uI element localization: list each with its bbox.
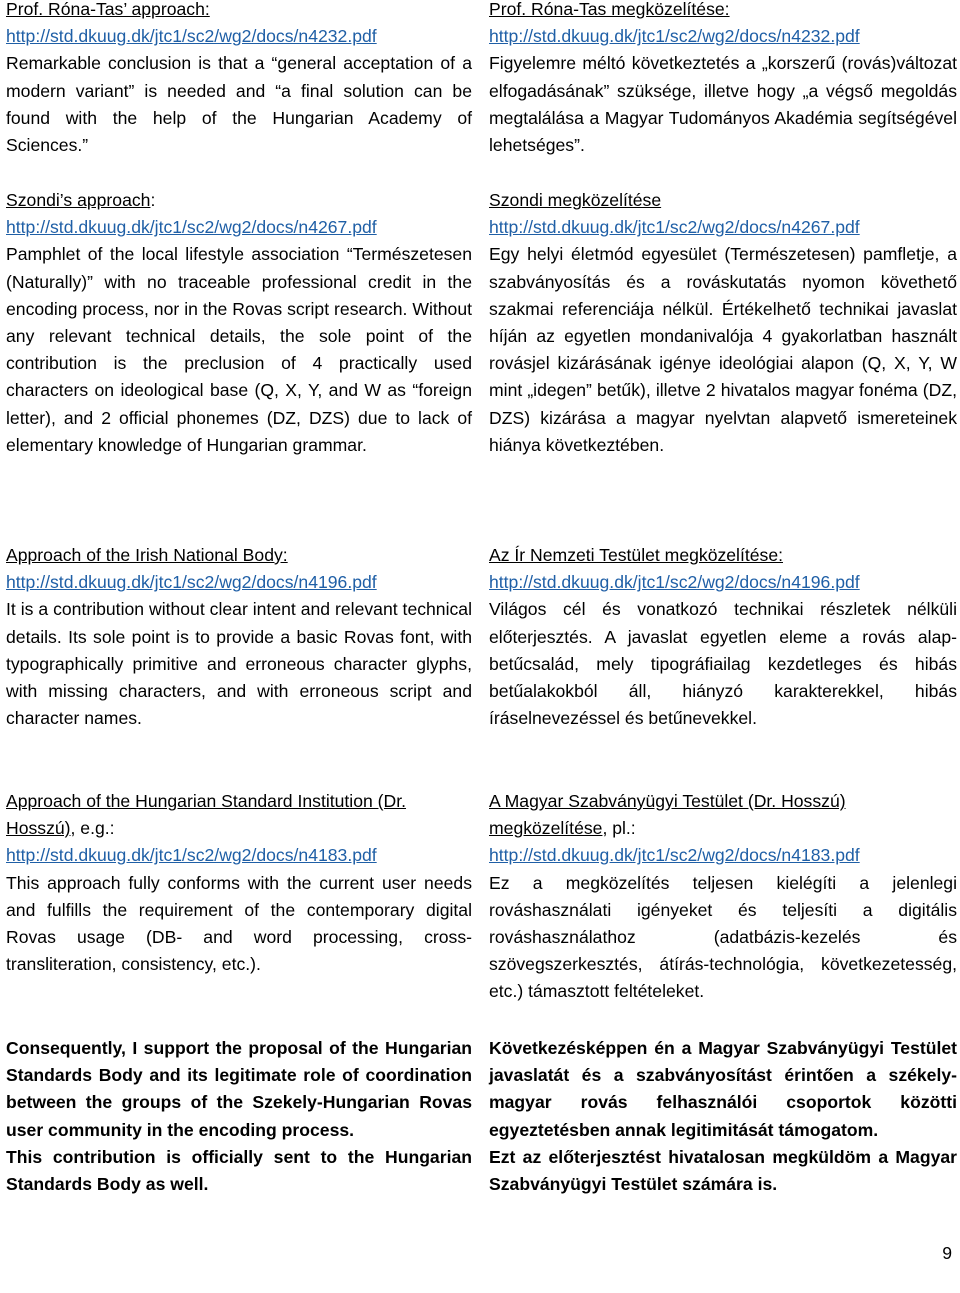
section-heading-suffix: , pl.:	[602, 818, 636, 839]
conclusion-paragraph: Ezt az előterjesztést hivatalosan megküldöm a Magyar Szabványügyi Testület számára is.	[489, 1146, 957, 1195]
section-heading: Az Ír Nemzeti Testület megközelítése:	[489, 545, 783, 565]
document-link[interactable]: http://std.dkuug.dk/jtc1/sc2/wg2/docs/n4232.pdf	[6, 26, 377, 47]
section-body: This approach fully conforms with the current user needs and fulfills the requirement of the contemporary digital Rovas usage (DB- and word processing, cross-transliteration, consistency, etc.).	[6, 872, 472, 975]
section-body: Világos cél és vonatkozó technikai részletek nélküli előterjesztés. A javaslat egyetlen eleme a rovás alap-betűcsalád, mely tipográfiailag kezdetleges és hibás betűalakokból áll, hiányzó karakterekkel, hibás íráselnevezéssel és betűnevekkel.	[489, 599, 957, 729]
section-body: It is a contribution without clear intent and relevant technical details. Its sole point is to provide a basic Rovas font, with typographically primitive and erroneous character glyphs, with missing characters, and with erroneous script and character names.	[6, 599, 472, 729]
section-body: Figyelemre méltó következtetés a „korszerű (rovás)változat elfogadásának” szüksége, illetve hogy „a végső megoldás megtalálása a Magyar Tudományos Akadémia segítségével lehetséges”.	[489, 53, 957, 156]
section-heading: Approach of the Hungarian Standard Institution (Dr. Hosszú)	[6, 791, 407, 839]
section-irish-en	[6, 542, 472, 732]
conclusion-paragraph: This contribution is officially sent to the Hungarian Standards Body as well.	[6, 1146, 472, 1195]
document-link[interactable]: http://std.dkuug.dk/jtc1/sc2/wg2/docs/n4196.pdf	[6, 572, 377, 593]
section-szondi-hu	[489, 187, 957, 459]
conclusion-hu	[489, 1035, 957, 1198]
section-heading: Prof. Róna-Tas’ approach:	[6, 0, 210, 19]
section-hungarian-standard-hu	[489, 788, 957, 1006]
section-heading: Szondi’s approach	[6, 190, 151, 210]
conclusion-paragraph: Consequently, I support the proposal of the Hungarian Standards Body and its legitimate role of coordination between the groups of the Szekely-Hungarian Rovas user community in the encoding process.	[6, 1038, 472, 1140]
document-link[interactable]: http://std.dkuug.dk/jtc1/sc2/wg2/docs/n4183.pdf	[489, 845, 860, 866]
section-body: Ez a megközelítés teljesen kielégíti a jelenlegi rováshasználati igényeket és teljesíti a digitális rováshasználathoz (adatbázis-kezelés és szövegszerkesztés, átírás-technológia, következetesség, etc.) támasztott feltételeket.	[489, 872, 957, 1002]
conclusion-paragraph: Következésképpen én a Magyar Szabványügyi Testület javaslatát és a szabványosítást érintően a székely-magyar rovás felhasználói csoportok közötti egyeztetésben annak legitimitását támogatom.	[489, 1038, 957, 1140]
section-heading-line	[489, 788, 957, 842]
section-hungarian-standard-en	[6, 788, 472, 978]
section-body: Egy helyi életmód egyesület (Természetesen) pamfletje, a szabványosítás és a rováskutatás nyomon követhető szakmai referenciája nélkül. Értékelhető technikai javaslat híján az egyetlen mondanivalója 4 gyakorlatban használt rovásjel kizárásának igénye ideológiai alapon (Q, X, Y, W mint „idegen” betűk), illetve 2 hivatalos magyar fonéma (DZ, DZS) kizárása a magyar nyelvtan alapvető ismereteinek hiánya következtében.	[489, 244, 957, 455]
document-link[interactable]: http://std.dkuug.dk/jtc1/sc2/wg2/docs/n4267.pdf	[489, 217, 860, 238]
page-number: 9	[942, 1243, 952, 1263]
section-rona-tas-en	[6, 0, 472, 159]
document-link[interactable]: http://std.dkuug.dk/jtc1/sc2/wg2/docs/n4183.pdf	[6, 845, 377, 866]
section-heading: Szondi megközelítése	[489, 190, 662, 210]
document-link[interactable]: http://std.dkuug.dk/jtc1/sc2/wg2/docs/n4196.pdf	[489, 572, 860, 593]
section-irish-hu	[489, 542, 957, 732]
section-body: Pamphlet of the local lifestyle association “Természetesen (Naturally)” with no traceable professional credit in the encoding process, nor in the Rovas script research. Without any relevant technical details, the sole point of the contribution is the preclusion of 4 practically used characters on ideological base (Q, X, Y, and W as “foreign letter), and 2 official phonemes (DZ, DZS) due to lack of elementary knowledge of Hungarian grammar.	[6, 244, 472, 455]
section-body: Remarkable conclusion is that a “general acceptation of a modern variant” is needed and “a final solution can be found with the help of the Hungarian Academy of Sciences.”	[6, 53, 472, 156]
section-heading: A Magyar Szabványügyi Testület (Dr. Hosszú) megközelítése	[489, 791, 846, 839]
section-heading: Approach of the Irish National Body:	[6, 545, 288, 565]
section-heading-suffix: , e.g.:	[70, 818, 115, 839]
section-heading-line	[6, 788, 472, 842]
document-link[interactable]: http://std.dkuug.dk/jtc1/sc2/wg2/docs/n4232.pdf	[489, 26, 860, 47]
section-heading: Prof. Róna-Tas megközelítése:	[489, 0, 730, 19]
section-heading-suffix: :	[150, 190, 156, 210]
section-rona-tas-hu	[489, 0, 957, 159]
section-szondi-en	[6, 187, 472, 459]
conclusion-en	[6, 1035, 472, 1198]
document-link[interactable]: http://std.dkuug.dk/jtc1/sc2/wg2/docs/n4267.pdf	[6, 217, 377, 238]
section-heading-line	[6, 187, 472, 214]
